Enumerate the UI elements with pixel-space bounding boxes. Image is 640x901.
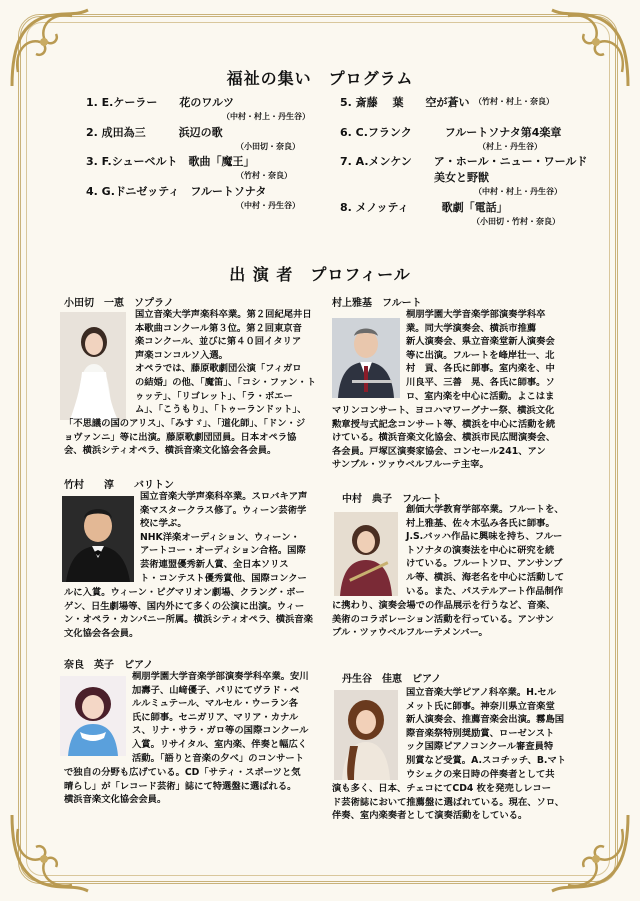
program-item-4: 4. G.ドニゼッティ フルートソナタ xyxy=(86,185,267,198)
program-title: 福祉の集い プログラム xyxy=(226,69,414,88)
program-item-6-performers: （村上・丹生谷） xyxy=(478,142,542,151)
program-item-5: 5. 斎藤 葉 空が蒼い xyxy=(340,96,470,109)
performer-name: 小田切 一恵 ソプラノ xyxy=(64,298,174,309)
performer-bio-top: 創価大学教育学部卒業。フルートを、 村上雅基、佐々木弘み各氏に師事。 J.S.バッハ作品に興味を持ち、フルー トソナタの演奏法を中心に研究を続 けている。フルートソロ、アンサンブ ル等、横浜、海老名を中心に活動して いる。また、パステルアート作品制作 xyxy=(406,504,565,597)
corner-ornament-icon xyxy=(4,809,94,899)
performer-photo xyxy=(62,496,134,582)
performer-name: 村上雅基 フルート xyxy=(332,298,422,309)
performer-bio-top: 国立音楽大学ピアノ科卒業。H.セル メット氏に師事。神奈川県立音楽堂 新人演奏会、推薦音楽会出演。霧島国 際音楽祭特別奨励賞、ローゼンスト ック国際ピアノコンクール審査員特 別賞など受賞。A.スコチッチ、B.マト ウシェクの来日時の伴奏者として共 xyxy=(406,687,567,780)
program-item-8-performers: （小田切・竹村・奈良） xyxy=(472,217,560,226)
performer-bio-top: 国立音楽大学声楽科卒業。スロバキア声 楽マスタークラス修了。ウィーン芸術学 校に学ぶ。 NHK洋楽オーディション、ウィーン・ アートコー・オーディション合格。国際 芸術連盟優秀新人賞、全日本ソリス ト・コンテスト優秀賞他、国際コンクー xyxy=(140,491,308,584)
performer-bio-top: 桐朋学園大学音楽学部演奏学科卒 業。同大学演奏会、横浜市推薦 新人演奏会、県立音楽堂新人演奏会 等に出演。フルートを峰岸壮一、北 村 貢、各氏に師事。室内楽を、中 川良平、三善 晃、各氏に師事。ソ ロ、室内楽を中心に活動。よこはま xyxy=(406,309,555,402)
performer-bio-bottom: に携わり、演奏会場での作品展示を行うなど、音楽、 美術のコラボレーション活動を行っている。アンサン ブル・ツァウベルフルーテメンバー。 xyxy=(332,600,556,639)
program-item-7-subtitle: 美女と野獣 xyxy=(434,171,489,184)
performer-bio-top: 国立音楽大学声楽科卒業。第２回紀尾井日 本歌曲コンクール第３位。第２回東京音 楽コンクール、並びに第４０回イタリア 声楽コンコルソ入選。 オペラでは、藤原歌劇団公演「フィガロ の結婚」の他、「魔笛」、「コシ・ファン・ト ゥッテ」、「リゴレット」、「ラ・ボエー ム」、「こうもり」、「トゥーランドット」、 xyxy=(135,309,317,416)
performer-bio-bottom: マリンコンサート、ヨコハマワーグナー祭、横浜文化 勲章授与式記念コンサート等、横浜を中心に活動を続 けている。横浜音楽文化協会、横浜市民広間演奏会、 各会員。戸塚区演奏家協会、コンセール241、アン サンブル・ツァウベルフルーテ主宰。 xyxy=(332,405,556,471)
performer-photo xyxy=(60,676,126,756)
performer-name: 竹村 淳 バリトン xyxy=(64,480,174,491)
performer-photo xyxy=(332,318,400,398)
program-item-4-performers: （中村・丹生谷） xyxy=(236,201,300,210)
program-item-3: 3. F.シューベルト 歌曲「魔王」 xyxy=(86,155,255,168)
program-item-1: 1. E.ケーラー 花のワルツ xyxy=(86,96,235,109)
performer-photo xyxy=(60,312,126,420)
performer-bio-bottom: ルに入賞。ウィーン・ピグマリオン劇場、クラング・ボー ゲン、日生劇場等、国内外にて多くの公演に出演。ウィー ン・オペラ・カンパニー所属。横浜シティオペラ、横浜音楽 文化協会各会員。 xyxy=(64,587,313,639)
performer-name: 奈良 英子 ピアノ xyxy=(64,660,154,671)
program-item-7: 7. A.メンケン ア・ホール・ニュー・ワールド xyxy=(340,155,588,168)
profile-title: 出 演 者 プロフィール xyxy=(229,265,411,284)
performer-bio-top: 桐朋学園大学音楽学部演奏学科卒業。安川 加壽子、山﨑優子、パリにてヴラド・ペ ルルミュテール、マルセル・ウーラン各 氏に師事。セニガリア、マリア・カナル ス、リナ・サラ・ガロ等の国際コンクール 入賞。リサイタル、室内楽、伴奏と幅広く 活動。「語りと音楽の夕べ」のコンサート xyxy=(132,671,309,764)
program-item-7-performers: （中村・村上・丹生谷） xyxy=(474,187,562,196)
program-item-5-performers: （竹村・村上・奈良） xyxy=(474,97,554,106)
performer-bio-bottom: 「不思議の国のアリス」、「みすゞ」、「道化師」、「ドン・ジ ョヴァンニ」等に出演。藤原歌劇団団員。日本オペラ協 会、横浜シティオペラ、横浜音楽文化協会各会員。 xyxy=(64,418,306,457)
performer-bio-bottom: 演も多く、日本、チェコにてCD4 枚を発売しレコー ド芸術誌において推薦盤に選ばれている。現在、ソロ、 伴奏、室内楽奏者として演奏活動をしている。 xyxy=(332,783,565,822)
performer-photo xyxy=(334,512,398,596)
program-item-8: 8. メノッティ 歌劇「電話」 xyxy=(340,201,508,214)
performer-bio-bottom: で独自の分野も広げている。CD「サティ・スポーツと気 晴らし」が「レコード芸術」誌にて特選盤に選ばれる。 横浜音楽文化協会会員。 xyxy=(64,767,301,806)
program-item-1-performers: （中村・村上・丹生谷） xyxy=(222,112,310,121)
program-item-6: 6. C.フランク フルートソナタ第4楽章 xyxy=(340,126,562,139)
performer-photo xyxy=(334,690,398,780)
program-item-2-performers: （小田切・奈良） xyxy=(236,142,300,151)
program-item-2: 2. 成田為三 浜辺の歌 xyxy=(86,126,223,139)
program-item-3-performers: （竹村・奈良） xyxy=(236,171,292,180)
performer-name: 丹生谷 佳恵 ピアノ xyxy=(342,674,442,685)
performer-name: 中村 典子 フルート xyxy=(342,494,442,505)
